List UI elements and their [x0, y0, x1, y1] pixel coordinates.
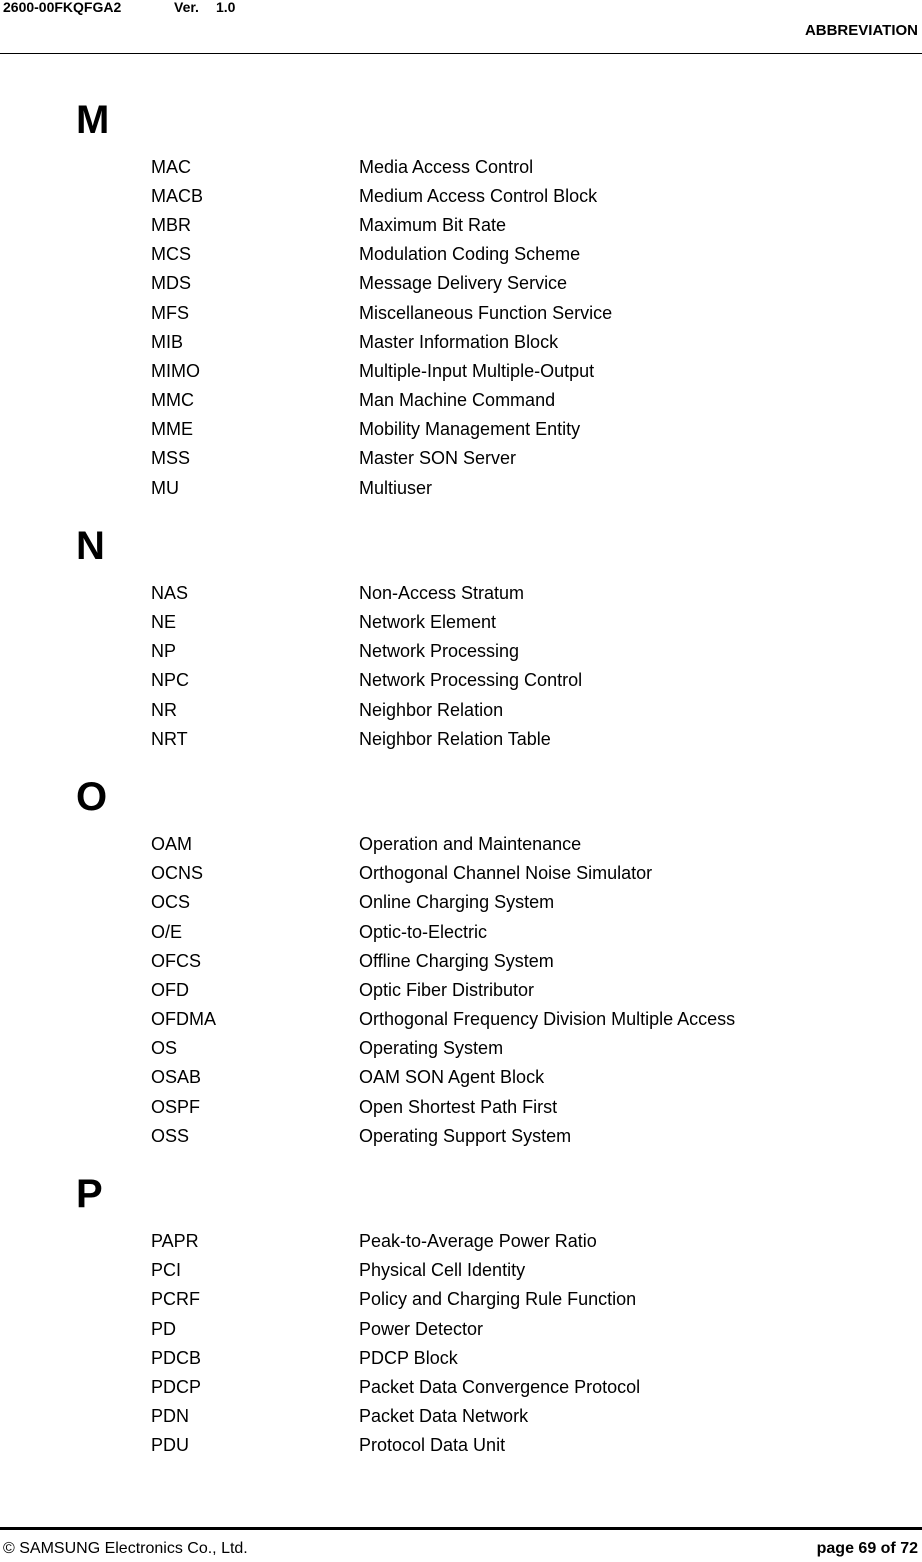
abbreviation: NAS — [151, 582, 189, 603]
abbreviation: MDS — [151, 273, 191, 294]
entry-list — [0, 578, 922, 753]
section-letter: N — [76, 524, 105, 569]
section-o — [0, 768, 922, 1150]
abbreviation: O/E — [151, 921, 183, 942]
definition: Operating System — [359, 1038, 504, 1059]
definition: Maximum Bit Rate — [359, 214, 507, 235]
abbreviation: MIB — [151, 331, 184, 352]
list-item — [0, 444, 922, 473]
list-item — [0, 1372, 922, 1401]
definition: Online Charging System — [359, 892, 555, 913]
list-item — [0, 269, 922, 298]
list-item — [0, 473, 922, 502]
abbreviation: OFCS — [151, 950, 202, 971]
list-item — [0, 946, 922, 975]
abbreviation: OCS — [151, 892, 191, 913]
list-item — [0, 888, 922, 917]
list-item — [0, 724, 922, 753]
definition: Multiuser — [359, 477, 433, 498]
definition: Master Information Block — [359, 331, 559, 352]
list-item — [0, 637, 922, 666]
list-item — [0, 829, 922, 858]
abbreviation: PDU — [151, 1435, 190, 1456]
definition: Offline Charging System — [359, 950, 554, 971]
list-item — [0, 1256, 922, 1285]
definition: PDCP Block — [359, 1347, 458, 1368]
abbreviation: OSAB — [151, 1067, 202, 1088]
definition: Man Machine Command — [359, 390, 556, 411]
definition: Optic-to-Electric — [359, 921, 488, 942]
document-id: 2600-00FKQFGA2 — [3, 0, 122, 15]
list-item — [0, 298, 922, 327]
definition: Power Detector — [359, 1318, 484, 1339]
list-item — [0, 1431, 922, 1460]
definition: Policy and Charging Rule Function — [359, 1289, 637, 1310]
abbreviation: OFDMA — [151, 1009, 216, 1030]
section-m — [0, 91, 922, 502]
definition: Open Shortest Path First — [359, 1096, 558, 1117]
abbreviation: MIMO — [151, 360, 200, 381]
abbreviation: MU — [151, 477, 179, 498]
list-item — [0, 181, 922, 210]
abbreviation-list — [0, 91, 922, 1475]
list-item — [0, 666, 922, 695]
list-item — [0, 1063, 922, 1092]
abbreviation: OS — [151, 1038, 178, 1059]
abbreviation: NRT — [151, 728, 188, 749]
abbreviation: OAM — [151, 833, 193, 854]
abbreviation: OFD — [151, 979, 189, 1000]
abbreviation: PCRF — [151, 1289, 200, 1310]
abbreviation: NPC — [151, 670, 190, 691]
list-item — [0, 578, 922, 607]
section-title: ABBREVIATION — [804, 22, 918, 39]
list-item — [0, 1343, 922, 1372]
section-letter: P — [76, 1172, 103, 1217]
abbreviation: MBR — [151, 214, 191, 235]
section-n — [0, 517, 922, 753]
abbreviation: OCNS — [151, 863, 204, 884]
definition: Packet Data Network — [359, 1406, 529, 1427]
page-header — [0, 0, 922, 54]
version-label: Ver. — [174, 0, 199, 15]
copyright-notice: © SAMSUNG Electronics Co., Ltd. — [3, 1540, 248, 1557]
definition: Network Element — [359, 612, 497, 633]
list-item — [0, 1005, 922, 1034]
definition: Network Processing Control — [359, 670, 583, 691]
definition: Multiple-Input Multiple-Output — [359, 360, 595, 381]
definition: Media Access Control — [359, 156, 534, 177]
list-item — [0, 210, 922, 239]
entry-list — [0, 829, 922, 1150]
abbreviation: MAC — [151, 156, 191, 177]
section-p — [0, 1165, 922, 1460]
list-item — [0, 1092, 922, 1121]
definition: Modulation Coding Scheme — [359, 244, 581, 265]
abbreviation: MSS — [151, 448, 191, 469]
definition: Neighbor Relation Table — [359, 728, 551, 749]
list-item — [0, 1285, 922, 1314]
entry-list — [0, 152, 922, 502]
page-number: page 69 of 72 — [816, 1540, 918, 1557]
definition: Miscellaneous Function Service — [359, 302, 613, 323]
definition: Physical Cell Identity — [359, 1260, 526, 1281]
definition: Packet Data Convergence Protocol — [359, 1376, 641, 1397]
abbreviation: MACB — [151, 185, 204, 206]
abbreviation: OSPF — [151, 1096, 201, 1117]
definition: Orthogonal Frequency Division Multiple Access — [359, 1009, 736, 1030]
list-item — [0, 1402, 922, 1431]
list-item — [0, 415, 922, 444]
abbreviation: MMC — [151, 390, 194, 411]
definition: Orthogonal Channel Noise Simulator — [359, 863, 653, 884]
list-item — [0, 1121, 922, 1150]
list-item — [0, 1314, 922, 1343]
abbreviation: PD — [151, 1318, 177, 1339]
abbreviation: PDCP — [151, 1376, 202, 1397]
definition: Operation and Maintenance — [359, 833, 582, 854]
definition: Message Delivery Service — [359, 273, 568, 294]
abbreviation: NR — [151, 699, 177, 720]
section-letter: M — [76, 98, 110, 142]
definition: Optic Fiber Distributor — [359, 979, 535, 1000]
abbreviation: NE — [151, 612, 177, 633]
definition: Medium Access Control Block — [359, 185, 598, 206]
list-item — [0, 356, 922, 385]
list-item — [0, 386, 922, 415]
definition: Network Processing — [359, 641, 520, 662]
abbreviation: MCS — [151, 244, 191, 265]
definition: Neighbor Relation — [359, 699, 504, 720]
definition: Peak-to-Average Power Ratio — [359, 1231, 597, 1252]
definition: OAM SON Agent Block — [359, 1067, 545, 1088]
definition: Non-Access Stratum — [359, 582, 525, 603]
definition: Mobility Management Entity — [359, 419, 581, 440]
list-item — [0, 695, 922, 724]
list-item — [0, 152, 922, 181]
list-item — [0, 607, 922, 636]
list-item — [0, 1226, 922, 1255]
list-item — [0, 1034, 922, 1063]
definition: Master SON Server — [359, 448, 517, 469]
abbreviation: OSS — [151, 1125, 190, 1146]
abbreviation: PAPR — [151, 1231, 199, 1252]
abbreviation: PDCB — [151, 1347, 202, 1368]
list-item — [0, 240, 922, 269]
page-footer — [0, 1527, 922, 1562]
list-item — [0, 975, 922, 1004]
list-item — [0, 917, 922, 946]
version-value: 1.0 — [216, 0, 236, 15]
abbreviation: NP — [151, 641, 177, 662]
abbreviation: MFS — [151, 302, 189, 323]
list-item — [0, 859, 922, 888]
entry-list — [0, 1226, 922, 1460]
abbreviation: PCI — [151, 1260, 182, 1281]
definition: Operating Support System — [359, 1125, 572, 1146]
list-item — [0, 327, 922, 356]
definition: Protocol Data Unit — [359, 1435, 506, 1456]
abbreviation: MME — [151, 419, 193, 440]
abbreviation: PDN — [151, 1406, 190, 1427]
section-letter: O — [76, 775, 108, 820]
